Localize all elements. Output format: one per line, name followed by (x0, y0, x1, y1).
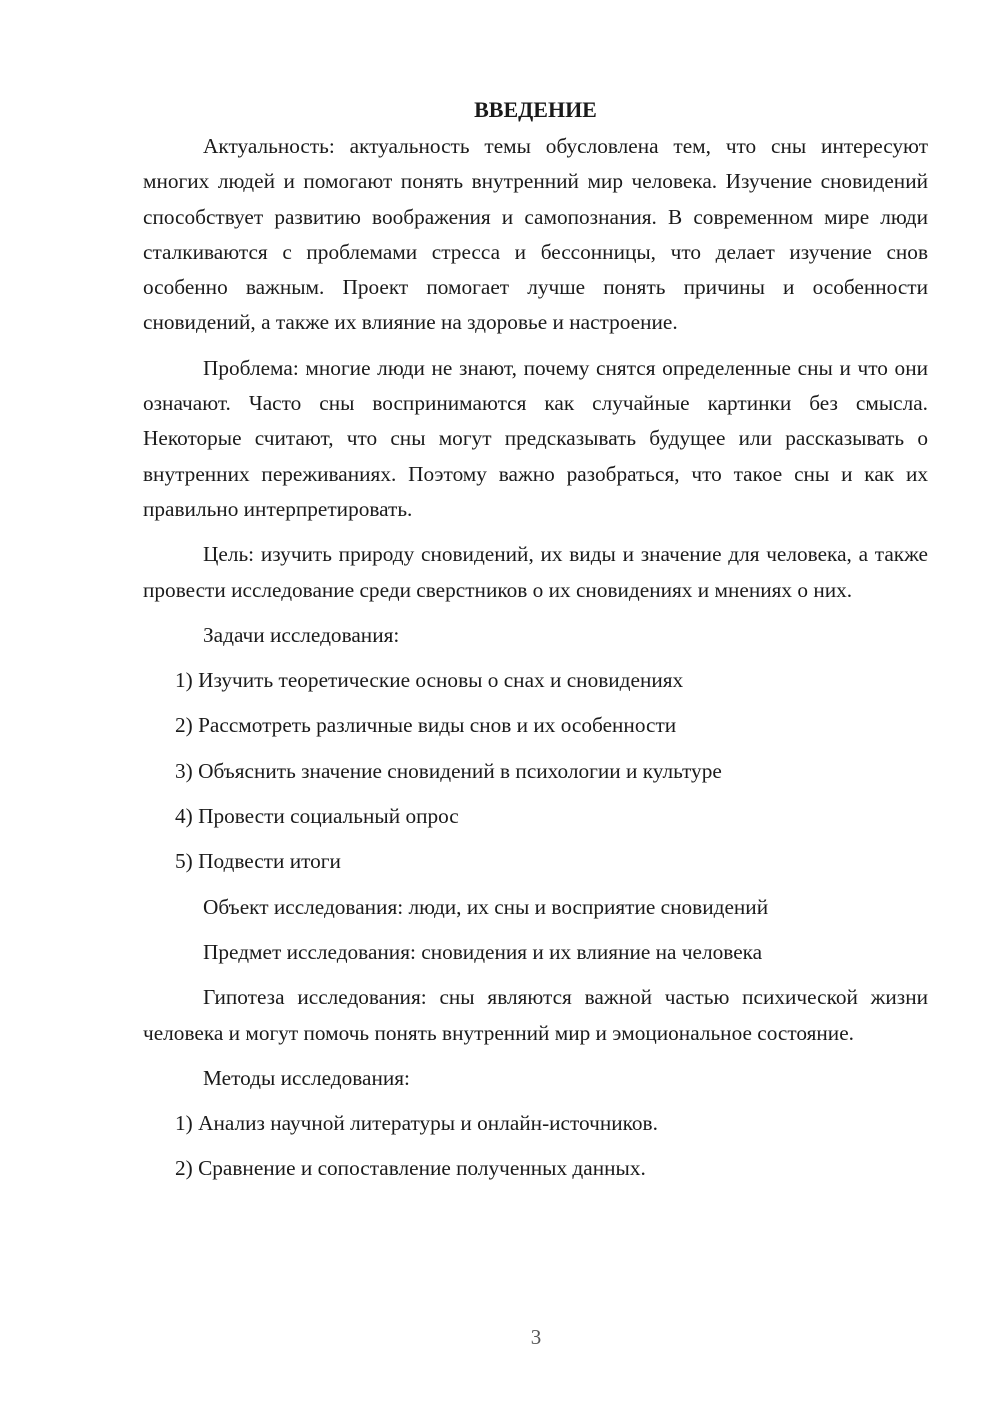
problem-paragraph: Проблема: многие люди не знают, почему снятся определенные сны и что они означают. Часто сны воспринимаются как случайные картинки без смысла. Некоторые считают, что сны могут предсказывать будущее или рассказывать о внутренних переживаниях. Поэтому важно разобраться, что такое сны и как их правильно интерпретировать. (143, 355, 928, 521)
list-item: 5) Подвести итоги (175, 849, 341, 874)
list-item: 2) Сравнение и сопоставление полученных данных. (175, 1156, 646, 1181)
tasks-label: Задачи исследования: (203, 622, 400, 647)
methods-label: Методы исследования: (203, 1065, 410, 1090)
relevance-paragraph: Актуальность: актуальность темы обусловлена тем, что сны интересуют многих людей и помогают понять внутренний мир человека. Изучение сновидений способствует развитию воображения и самопознания. В современном мире люди сталкиваются с проблемами стресса и бессонницы, что делает изучение снов особенно важным. Проект помогает лучше понять причины и особенности сновидений, а также их влияние на здоровье и настроение. (143, 134, 928, 335)
list-item: 4) Провести социальный опрос (175, 804, 459, 829)
goal-paragraph: Цель: изучить природу сновидений, их виды и значение для человека, а также провести исследование среди сверстников о их сновидениях и мнениях о них. (143, 542, 928, 602)
object-line: Объект исследования: люди, их сны и восприятие сновидений (203, 894, 769, 919)
page-title: ВВЕДЕНИЕ (474, 97, 597, 122)
subject-line: Предмет исследования: сновидения и их влияние на человека (203, 939, 763, 964)
document-page (143, 92, 928, 1197)
hypothesis-paragraph: Гипотеза исследования: сны являются важной частью психической жизни человека и могут помочь понять внутренний мир и эмоциональное состояние. (143, 985, 928, 1045)
page-number: 3 (530, 1325, 542, 1349)
list-item: 3) Объяснить значение сновидений в психологии и культуре (175, 758, 722, 783)
list-item: 1) Изучить теоретические основы о снах и сновидениях (175, 668, 684, 693)
list-item: 1) Анализ научной литературы и онлайн-источников. (175, 1111, 658, 1136)
list-item: 2) Рассмотреть различные виды снов и их особенности (175, 713, 677, 738)
